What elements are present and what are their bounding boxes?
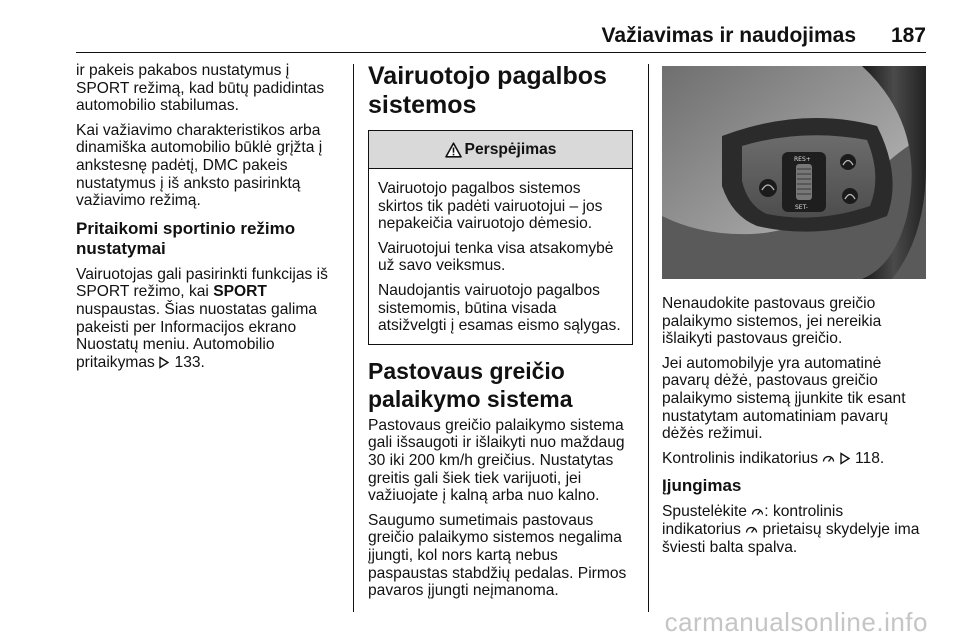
column-3	[662, 66, 926, 563]
page-reference-icon	[840, 452, 851, 465]
warning-triangle-icon	[445, 142, 462, 158]
cruise-control-heading: Pastovaus greičio palaikymo sistema	[368, 357, 573, 412]
cruise-control-icon	[822, 452, 835, 465]
warning-header	[369, 131, 632, 169]
activation-heading: Įjungimas	[662, 476, 742, 496]
column-divider-1	[353, 64, 354, 612]
paragraph: Nenaudokite pastovaus greičio palaikymo sistemos, jei nereikia išlaikyti pastovaus greičio.	[662, 295, 882, 348]
warning-body	[369, 169, 632, 344]
column-divider-2	[648, 64, 649, 612]
page-header	[76, 22, 926, 52]
header-rule	[76, 52, 926, 53]
page-reference[interactable]: 118.	[855, 449, 885, 467]
page-reference-icon	[159, 356, 170, 369]
paragraph: Vairuotojo pagalbos sistemos skirtos tik padėti vairuotojui – jos nepakeičia vairuotojo dėmesio.	[378, 180, 603, 233]
cruise-control-icon	[745, 523, 758, 536]
set-label: SET-	[795, 204, 808, 211]
paragraph: Pastovaus greičio palaikymo sistema gali išsaugoti ir išlaikyti nuo maždaug 30 iki 200 km/h greičius. Nustatytas greitis gali šiek tiek varijuoti, jei važiuojate į kalną arba nuo kalno.	[368, 416, 625, 505]
sport-button-label: SPORT	[213, 283, 267, 301]
paragraph: ir pakeis pakabos nustatymus į SPORT režimą, kad būtų padidintas automobilio stabilumas.	[76, 62, 325, 115]
page-reference[interactable]: 133.	[174, 353, 205, 371]
paragraph: Kontrolinis indikatorius 118.	[662, 449, 885, 467]
watermark: carmanualsonline.info	[664, 607, 928, 637]
chapter-title: Važiavimas ir naudojimas	[601, 24, 856, 47]
paragraph: Naudojantis vairuotojo pagalbos sistemomis, būtina visada atsižvelgti į esamas eismo sąlygas.	[378, 281, 621, 335]
paragraph: Vairuotojas gali pasirinkti funkcijas iš SPORT režimo, kai SPORT nuspaustas. Šias nuostatas galima pakeisti per Informacijos ekrano Nuostatų meniu. Automobilio pritaikymas 133.	[76, 265, 328, 371]
sport-settings-heading: Pritaikomi sportinio režimo nustatymai	[76, 218, 296, 258]
warning-box	[368, 130, 633, 345]
steering-wheel-photo	[662, 66, 926, 279]
cruise-control-icon	[751, 505, 764, 518]
page-number: 187	[890, 24, 926, 47]
paragraph: Jei automobilyje yra automatinė pavarų dėžė, pastovaus greičio palaikymo sistemą įjunkite tik esant nustatytam automatiniam pavarų dėžės režimui.	[662, 354, 906, 443]
paragraph: Vairuotojui tenka visa atsakomybė už savo veiksmus.	[378, 239, 614, 275]
warning-title: Perspėjimas	[464, 140, 557, 158]
paragraph: Spustelėkite : kontrolinis indikatorius prietaisų skydelyje ima šviesti balta spalva.	[662, 503, 920, 556]
paragraph: Saugumo sumetimais pastovaus greičio palaikymo sistemos negalima įjungti, kol nors kartą nebus paspaustas stabdžių pedalas. Pirmos pavaros įjungti neįmanoma.	[368, 511, 627, 600]
res-label: RES+	[794, 156, 811, 163]
column-1	[76, 62, 341, 378]
column-2	[368, 62, 633, 607]
paragraph: Kai važiavimo charakteristikos arba dinamiška automobilio būklė grįžta į ankstesnę padėtį, DMC pakeis nustatymus į iš anksto pasirinktą važiavimo režimą.	[76, 121, 323, 210]
section-title: Vairuotojo pagalbos sistemos	[368, 62, 607, 119]
